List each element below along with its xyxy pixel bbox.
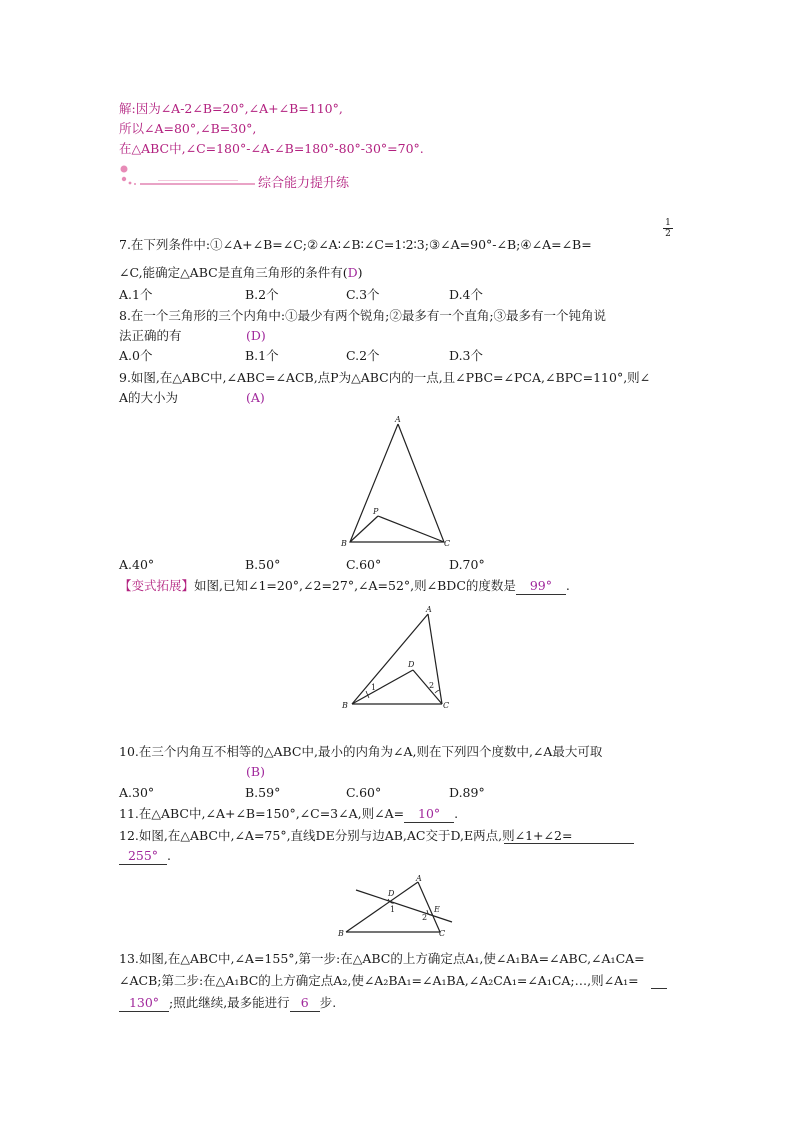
q8-option-a: A.0个	[119, 348, 153, 363]
q7-stem-line-2: ∠C,能确定△ABC是直角三角形的条件有(D)	[119, 265, 363, 280]
q9-label-c: C	[444, 539, 451, 548]
q12-label-d: D	[388, 889, 395, 898]
q9-figure	[338, 412, 460, 550]
q9-option-a: A.40°	[119, 557, 155, 572]
variant-line: 【变式拓展】如图,已知∠1=20°,∠2=27°,∠A=52°,则∠BDC的度数是 99° .	[119, 578, 570, 593]
q12-blank-line	[504, 828, 634, 844]
q10-option-c: C.60°	[346, 785, 382, 800]
q9-option-c: C.60°	[346, 557, 382, 572]
q11-line: 11.在△ABC中,∠A+∠B=150°,∠C=3∠A,则∠A= 10° .	[119, 806, 459, 821]
q7-fraction: $\frac{1}{2}$	[663, 218, 673, 239]
q12-label-1: 1	[390, 905, 396, 914]
q13-stem-line-2: ∠ACB;第二步:在△A₁BC的上方确定点A₂,使∠A₂BA₁=∠A₁BA,∠A₂CA₁=∠A₁CA;…,则∠A₁=	[119, 973, 639, 988]
q8-stem-line-2: 法正确的有	[119, 328, 182, 343]
q9-label-p: P	[373, 507, 379, 516]
solution-line-1: 解:因为∠A-2∠B=20°,∠A+∠B=110°,	[119, 101, 343, 116]
q8-option-d: D.3个	[449, 348, 484, 363]
variant-label-d: D	[408, 660, 415, 669]
q13-blank-line	[651, 973, 667, 989]
variant-label-1: 1	[371, 683, 377, 692]
q12-stem: 12.如图,在△ABC中,∠A=75°,直线DE分别与边AB,AC交于D,E两点,则∠1+∠2=	[119, 828, 573, 843]
q13-stem-line-1: 13.如图,在△ABC中,∠A=155°,第一步:在△ABC的上方确定点A₁,使∠A₁BA=∠ABC,∠A₁CA=	[119, 951, 645, 966]
variant-label-c: C	[443, 701, 450, 710]
q9-label-b: B	[341, 539, 347, 548]
variant-answer: 99°	[516, 578, 566, 595]
q7-option-c: C.3个	[346, 287, 380, 302]
q10-option-d: D.89°	[449, 785, 485, 800]
q9-label-a: A	[395, 415, 401, 424]
q12-figure	[336, 872, 458, 940]
q13-answer-line: 130° ;照此继续,最多能进行 6 步.	[119, 995, 336, 1012]
q8-option-c: C.2个	[346, 348, 380, 363]
q12-label-e: E	[434, 905, 440, 914]
q7-option-d: D.4个	[449, 287, 484, 302]
q13-answer-2: 6	[290, 995, 320, 1012]
q12-answer-line: 255° .	[119, 848, 171, 865]
q10-stem: 10.在三个内角互不相等的△ABC中,最小的内角为∠A,则在下列四个度数中,∠A最大可取	[119, 744, 603, 759]
section-title: 综合能力提升练	[258, 176, 350, 191]
q12-label-c: C	[439, 929, 446, 938]
variant-figure	[338, 602, 460, 712]
q8-stem-line-1: 8.在一个三角形的三个内角中:①最少有两个锐角;②最多有一个直角;③最多有一个钝角说	[119, 308, 607, 323]
q12-label-b: B	[338, 929, 344, 938]
q9-option-b: B.50°	[245, 557, 281, 572]
q7-answer: D	[347, 265, 358, 280]
q7-option-b: B.2个	[245, 287, 279, 302]
q12-label-a: A	[416, 874, 422, 883]
q8-answer: (D)	[246, 328, 266, 343]
section-decoration	[118, 163, 258, 193]
variant-label-b: B	[342, 701, 348, 710]
q9-stem-line-2: A的大小为	[119, 390, 179, 405]
q9-stem-line-1: 9.如图,在△ABC中,∠ABC=∠ACB,点P为△ABC内的一点,且∠PBC=∠PCA,∠BPC=110°,则∠	[119, 370, 651, 385]
q9-option-d: D.70°	[449, 557, 485, 572]
q8-option-b: B.1个	[245, 348, 279, 363]
variant-tag: 【变式拓展】	[119, 578, 195, 593]
solution-line-3: 在△ABC中,∠C=180°-∠A-∠B=180°-80°-30°=70°.	[119, 141, 424, 156]
q10-answer: (B)	[246, 764, 265, 779]
q13-answer-1: 130°	[119, 995, 169, 1012]
q7-stem-line-1: 7.在下列条件中:①∠A+∠B=∠C;②∠A∶∠B∶∠C=1∶2∶3;③∠A=90°-∠B;④∠A=∠B=	[119, 237, 592, 252]
q9-answer: (A)	[246, 390, 265, 405]
q7-option-a: A.1个	[119, 287, 153, 302]
variant-label-a: A	[426, 605, 432, 614]
variant-label-2: 2	[429, 681, 435, 690]
solution-line-2: 所以∠A=80°,∠B=30°,	[119, 121, 257, 136]
q11-answer: 10°	[404, 806, 454, 823]
q10-option-a: A.30°	[119, 785, 155, 800]
q12-label-2: 2	[422, 913, 428, 922]
q12-answer: 255°	[119, 848, 167, 865]
q10-option-b: B.59°	[245, 785, 281, 800]
